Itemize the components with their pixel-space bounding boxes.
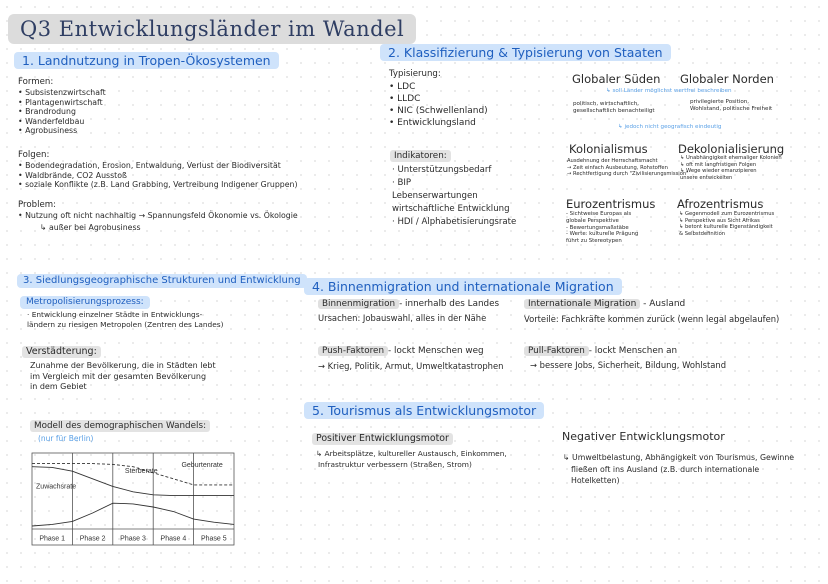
metro-label: Metropolisierungsprozess: <box>20 296 150 309</box>
list-item: · BIP <box>392 178 412 188</box>
intl-def: - Ausland <box>643 299 686 309</box>
binnen-def: - innerhalb des Landes <box>399 299 500 309</box>
section-3-heading: 3. Siedlungsgeographische Strukturen und Entwicklung <box>17 274 307 288</box>
push-def: - lockt Menschen weg <box>388 346 484 356</box>
list-item: · Unterstützungsbedarf <box>392 165 492 175</box>
phase-label: Phase 5 <box>200 535 227 543</box>
problem-text: • Nutzung oft nicht nachhaltig → Spannungsfeld Ökonomie vs. Ökologie <box>18 211 298 220</box>
eurozentrismus-heading: Eurozentrismus <box>566 197 656 211</box>
folgen-label: Folgen: <box>18 150 50 160</box>
global-sued-heading: Globaler Süden <box>572 72 661 86</box>
binnen-ursachen: Ursachen: Jobauswahl, alles in der Nähe <box>318 313 487 323</box>
list-item: • Wanderfeldbau <box>18 116 85 126</box>
pull-text: → bessere Jobs, Sicherheit, Bildung, Wohlstand <box>530 360 727 370</box>
phase-label: Phase 3 <box>120 535 146 543</box>
list-item: Lebenserwartungen <box>392 191 478 201</box>
folgen-list <box>18 161 298 190</box>
typisierung-label: Typisierung: <box>389 69 441 79</box>
kolonialismus-heading: Kolonialismus <box>569 142 648 156</box>
global-sued-text: politisch, wirtschaftlich, gesellschaftlich benachteiligt <box>573 101 655 114</box>
afrozentrismus-heading: Afrozentrismus <box>677 197 764 211</box>
list-item: • Entwicklungsland <box>389 118 476 128</box>
demographic-chart <box>30 451 236 547</box>
negative-label: Negativer Entwicklungsmotor <box>562 430 725 443</box>
pull-def: - lockt Menschen an <box>588 346 678 356</box>
problem-label: Problem: <box>18 200 57 210</box>
series-label-geburtenrate: Geburtenrate <box>181 462 223 470</box>
intl-block <box>524 298 685 310</box>
series-line-zuwachsrate <box>32 503 234 526</box>
kolonialismus-text: Ausdehnung der Herrschaftsmacht → Zeit einfach Ausbeutung, Rohstoffen → Rechtfertigung durch "Zivilisierungsmission" <box>567 158 689 178</box>
global-nord-heading: Globaler Norden <box>680 72 774 86</box>
phase-label: Phase 1 <box>39 535 66 543</box>
list-item: • Subsistenzwirtschaft <box>18 88 106 97</box>
positive-text: ↳ Arbeitsplätze, kultureller Austausch, Einkommen, Infrastruktur verbessern (Straßen, Strom) <box>316 449 507 469</box>
pull-block <box>524 345 677 357</box>
list-item: • Brandrodung <box>18 107 76 117</box>
section-2-heading: 2. Klassifizierung & Typisierung von Staaten <box>380 44 671 61</box>
list-item: • LDC <box>389 82 416 92</box>
list-item: • Bodendegradation, Erosion, Entwaldung, Verlust der Biodiversität <box>18 161 281 170</box>
positive-label: Positiver Entwicklungsmotor <box>312 433 453 445</box>
list-item: • Waldbrände, CO2 Ausstoß <box>18 170 127 180</box>
list-item: • LLDC <box>389 94 421 104</box>
modell-label: Modell des demographischen Wandels: <box>30 420 210 432</box>
list-item: • NIC (Schwellenland) <box>389 106 488 116</box>
negative-text: ↳ Umweltbelastung, Abhängigkeit von Tourismus, Gewinne fließen oft ins Ausland (z.B. durch internationale Hotelketten) <box>563 453 795 485</box>
dekolonialisierung-text: ↳ Unabhängigkeit ehemaliger Kolonien ↳ oft mit langfristigen Folgen ↳ Wege wieder emanzipieren unsere entwickelten <box>680 155 782 181</box>
binnen-block <box>318 298 499 310</box>
list-item: • Plantagenwirtschaft <box>18 97 103 107</box>
eurozentrismus-text: - Sichtweise Europas als globale Perspektive - Bewertungsmaßstäbe - Werte: kulturelle Prägung führt zu Stereotypen <box>566 211 639 245</box>
global-note-2: ↳ jedoch nicht geografisch eindeutig <box>618 124 722 130</box>
indikatoren-label: Indikatoren: <box>390 150 451 162</box>
list-item: • soziale Konflikte (z.B. Land Grabbing, Vertreibung Indigener Gruppen) <box>18 180 298 190</box>
push-text: → Krieg, Politik, Armut, Umweltkatastrophen <box>318 361 504 371</box>
list-item: • Agrobusiness <box>18 126 78 136</box>
series-label-zuwachsrate: Zuwachsrate <box>36 483 77 491</box>
verstaedterung-label: Verstädterung: <box>22 346 101 358</box>
dekolonialisierung-heading: Dekolonialisierung <box>678 142 785 156</box>
verstaedterung-text: Zunahme der Bevölkerung, die in Städten lebt im Vergleich mit der gesamten Bevölkerung in dem Gebiet <box>30 361 216 391</box>
section-4-heading: 4. Binnenmigration und internationale Migration <box>304 278 622 295</box>
global-note: ↳ soll Länder möglichst wertfrei beschreiben <box>606 88 732 94</box>
modell-sublabel: (nur für Berlin) <box>38 434 94 443</box>
typisierung-list <box>389 81 488 129</box>
push-block <box>318 345 484 357</box>
list-item: wirtschaftliche Entwicklung <box>392 204 510 214</box>
formen-list <box>18 88 106 136</box>
page-title: Q3 Entwicklungsländer im Wandel <box>8 14 416 44</box>
problem-subtext: ↳ außer bei Agrobusiness <box>40 223 141 232</box>
list-item: · HDI / Alphabetisierungsrate <box>392 217 517 227</box>
section-1-heading: 1. Landnutzung in Tropen-Ökosystemen <box>14 52 279 69</box>
afrozentrismus-text: ↳ Gegenmodell zum Eurozentrismus ↳ Perspektive aus Sicht Afrikas ↳ betont kulturelle Eigenständigkeit & Selbstdefinition <box>679 211 775 237</box>
formen-label: Formen: <box>18 77 54 87</box>
section-5-heading: 5. Tourismus als Entwicklungsmotor <box>304 402 544 419</box>
binnen-label: Binnenmigration <box>318 299 399 309</box>
phase-label: Phase 4 <box>160 535 187 543</box>
global-nord-text: privilegierte Position, Wohlstand, politische Freiheit <box>690 99 773 112</box>
metro-text: · Entwicklung einzelner Städte in Entwicklungs- ländern zu riesigen Metropolen (Zentren des Landes) <box>27 310 224 329</box>
intl-vorteile: Vorteile: Fachkräfte kommen zurück (wenn legal abgelaufen) <box>524 314 780 324</box>
indikatoren-list <box>392 164 516 229</box>
phase-label: Phase 2 <box>79 535 106 543</box>
series-label-sterberate: Sterberate <box>124 468 158 476</box>
intl-label: Internationale Migration <box>524 299 640 309</box>
push-label: Push-Faktoren <box>318 346 388 356</box>
pull-label: Pull-Faktoren <box>524 346 589 356</box>
